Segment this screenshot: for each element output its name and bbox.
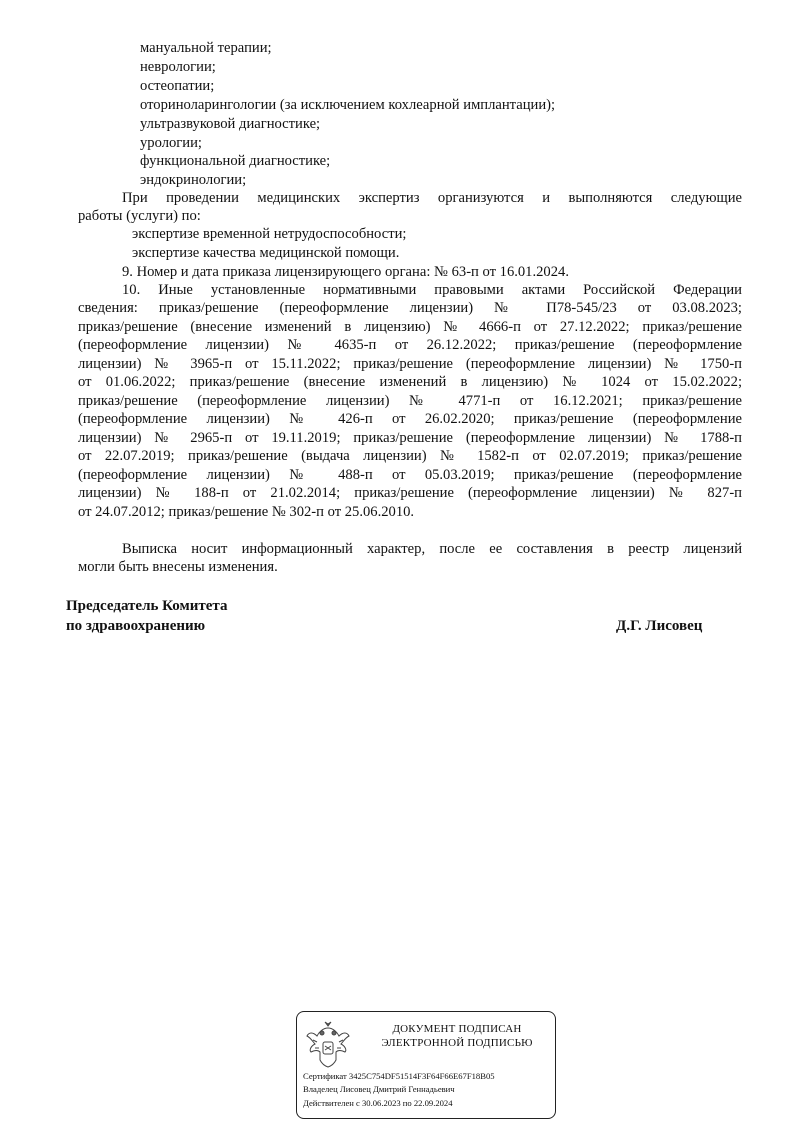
- list-item: остеопатии;: [140, 78, 215, 94]
- disclaimer-note-cont: могли быть внесены изменения.: [78, 559, 278, 575]
- electronic-signature-stamp: [296, 1011, 556, 1119]
- signatory-position: Председатель Комитета: [66, 598, 228, 614]
- expertise-intro: При проведении медицинских экспертиз организуются и выполняются следующие: [122, 190, 742, 206]
- other-info-line: (переоформление лицензии) № 426-п от 26.02.2020; приказ/решение (переоформление: [78, 411, 742, 427]
- list-item: оториноларингологии (за исключением кохлеарной имплантации);: [140, 97, 556, 113]
- stamp-validity: Действителен с 30.06.2023 по 22.09.2024: [303, 1098, 453, 1108]
- russian-coat-of-arms-icon: [305, 1020, 351, 1070]
- stamp-certificate: Сертификат 3425C754DF51514F3F64F66E67F18B05: [303, 1071, 495, 1081]
- other-info-line: (переоформление лицензии) № 488-п от 05.03.2019; приказ/решение (переоформление: [78, 467, 742, 483]
- list-item: функциональной диагностике;: [140, 153, 331, 169]
- expertise-item: экспертизе качества медицинской помощи.: [132, 245, 400, 261]
- other-info-line: от 24.07.2012; приказ/решение № 302-п от 25.06.2010.: [78, 504, 415, 520]
- stamp-title: [367, 1022, 547, 1050]
- list-item: неврологии;: [140, 59, 216, 75]
- expertise-item: экспертизе временной нетрудоспособности;: [132, 226, 407, 242]
- other-info-line: лицензии) № 3965-п от 15.11.2022; приказ/решение (переоформление лицензии) № 1750-п: [78, 356, 742, 372]
- other-info-line: от 01.06.2022; приказ/решение (внесение изменений в лицензию) № 1024 от 15.02.2022;: [78, 374, 742, 390]
- stamp-title-line: ЭЛЕКТРОННОЙ ПОДПИСЬЮ: [381, 1037, 533, 1049]
- stamp-title-line: ДОКУМЕНТ ПОДПИСАН: [392, 1023, 522, 1035]
- list-item: эндокринологии;: [140, 172, 247, 188]
- order-number-line: 9. Номер и дата приказа лицензирующего органа: № 63-п от 16.01.2024.: [122, 264, 569, 280]
- expertise-intro-cont: работы (услуги) по:: [78, 208, 201, 224]
- other-info-line: 10. Иные установленные нормативными правовыми актами Российской Федерации: [122, 282, 742, 298]
- list-item: мануальной терапии;: [140, 40, 272, 56]
- other-info-line: сведения: приказ/решение (переоформление лицензии) № П78-545/23 от 03.08.2023;: [78, 300, 742, 316]
- list-item: ультразвуковой диагностике;: [140, 116, 321, 132]
- other-info-line: лицензии) № 2965-п от 19.11.2019; приказ/решение (переоформление лицензии) № 1788-п: [78, 430, 742, 446]
- list-item: урологии;: [140, 135, 202, 151]
- other-info-line: приказ/решение (внесение изменений в лицензию) № 4666-п от 27.12.2022; приказ/решение: [78, 319, 742, 335]
- stamp-owner: Владелец Лисовец Дмитрий Геннадьевич: [303, 1084, 455, 1094]
- signatory-position-cont: по здравоохранению: [66, 618, 206, 634]
- other-info-line: от 22.07.2019; приказ/решение (выдача лицензии) № 1582-п от 02.07.2019; приказ/решение: [78, 448, 742, 464]
- signatory-name: Д.Г. Лисовец: [616, 618, 703, 634]
- other-info-line: (переоформление лицензии) № 4635-п от 26.12.2022; приказ/решение (переоформление: [78, 337, 742, 353]
- other-info-line: приказ/решение (переоформление лицензии) № 4771-п от 16.12.2021; приказ/решение: [78, 393, 742, 409]
- other-info-line: лицензии) № 188-п от 21.02.2014; приказ/решение (переоформление лицензии) № 827-п: [78, 485, 742, 501]
- disclaimer-note: Выписка носит информационный характер, после ее составления в реестр лицензий: [122, 541, 742, 557]
